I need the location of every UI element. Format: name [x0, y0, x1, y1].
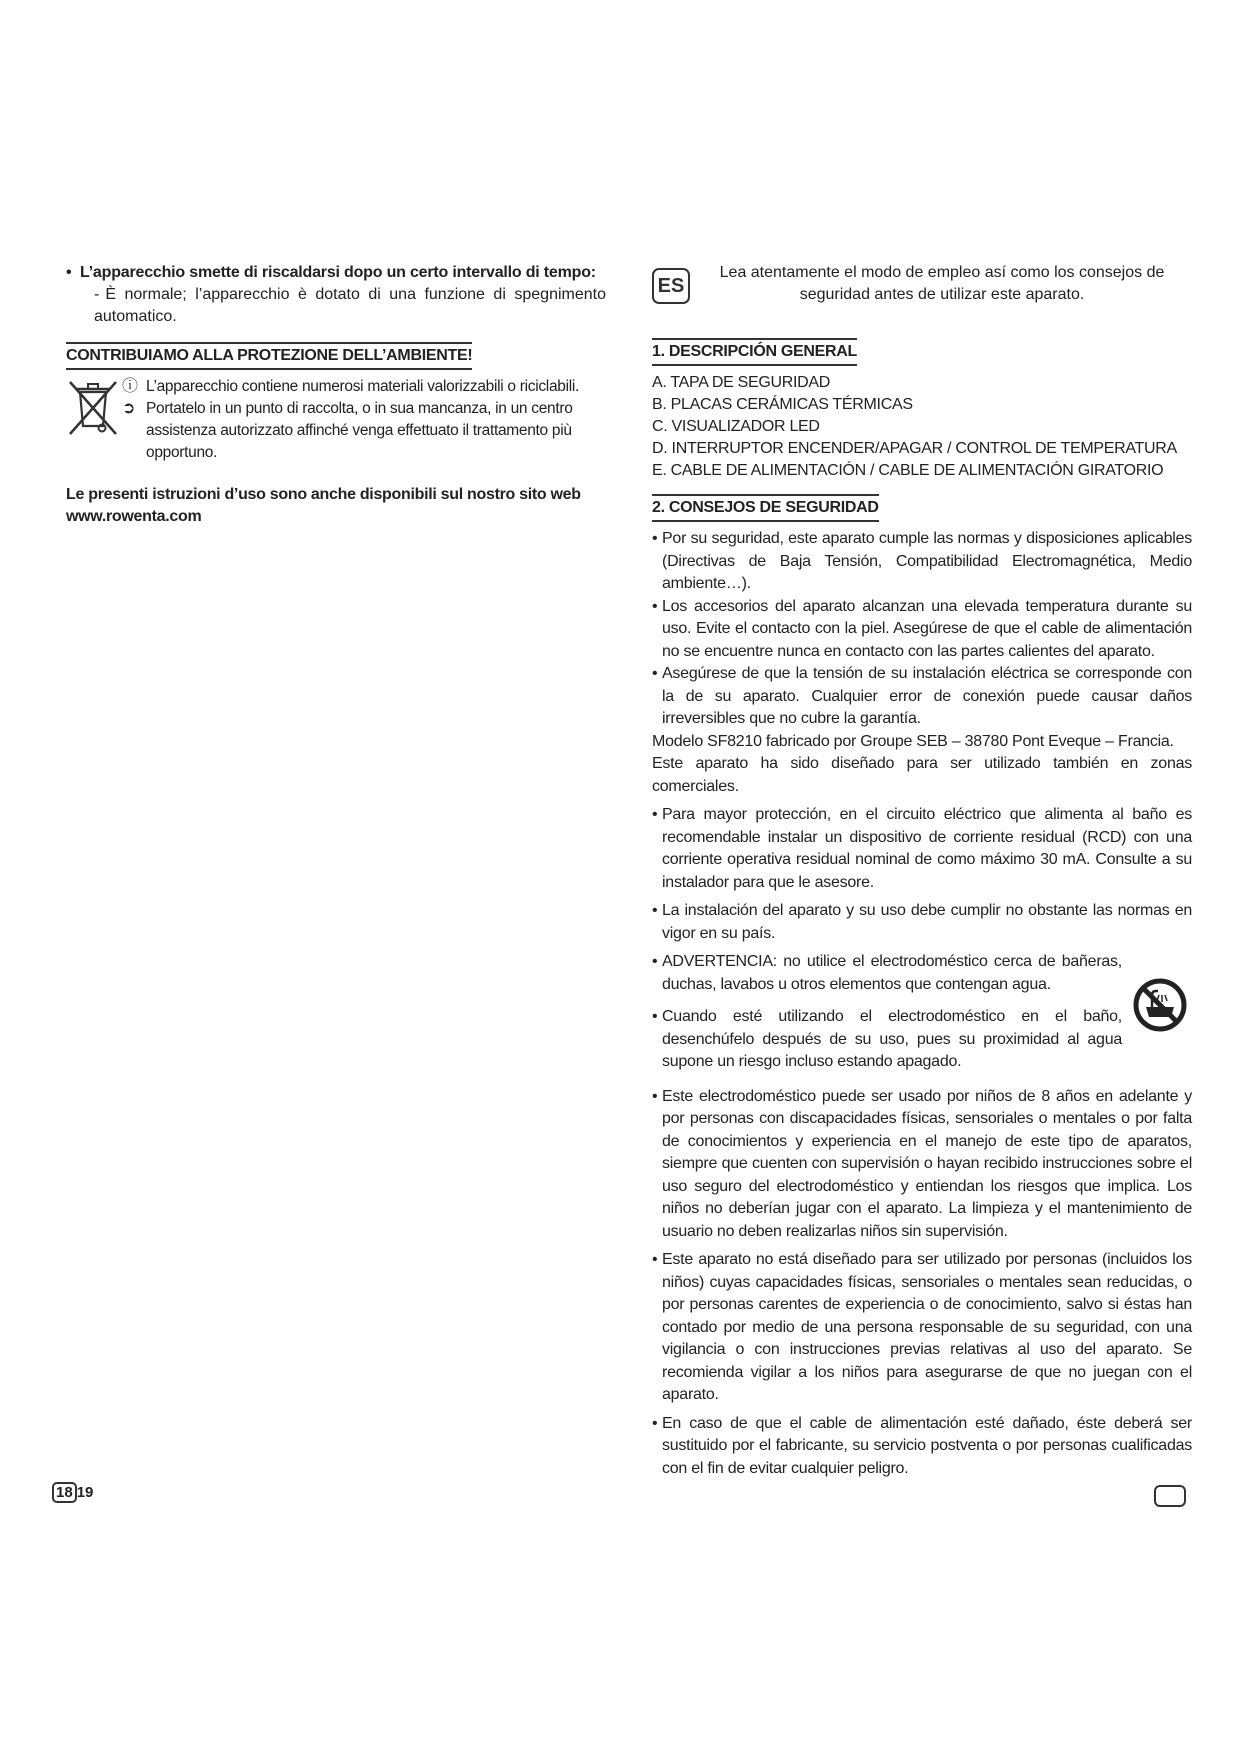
bathroom-warning: [652, 951, 1192, 1074]
safety-item: • Este aparato no está diseñado para ser utilizado por personas (incluidos los niños) cuyas capacidades físicas, sensoriales o mentales sean reducidas, o por personas carentes de experiencia o de conocimiento, salvo si éstas han contado por medio de una persona responsable de su seguridad, con una vigilancia o con instrucciones previas relativas al uso del aparato. Se recomienda vigilar a los niños para asegurarse de que no juegan con el aparato.: [652, 1249, 1192, 1407]
info-icon: ⓘ: [122, 378, 138, 395]
crossed-out-wheelie-bin-icon: [66, 378, 120, 438]
website-note: Le presenti istruzioni d’uso sono anche disponibili sul nostro sito web www.rowenta.com: [66, 486, 581, 525]
no-use-near-bathtub-icon: [1132, 977, 1188, 1033]
it-sub-text: È normale; l’apparecchio è dotato di una funzione di spegnimento automatico.: [94, 286, 606, 325]
env-text-2: Portatelo in un punto di raccolta, o in sua mancanza, in un centro assistenza autorizzato affinché venga effettuato il trattamento più opportuno.: [146, 400, 573, 461]
safety-item: • Por su seguridad, este aparato cumple las normas y disposiciones aplicables (Directivas de Baja Tensión, Compatibilidad Electromagnética, Medio ambiente…).: [652, 528, 1192, 596]
section-title-description: 1. DESCRIPCIÓN GENERAL: [652, 338, 857, 366]
page-corner-box: [1154, 1485, 1186, 1507]
list-item: E. CABLE DE ALIMENTACIÓN / CABLE DE ALIMENTACIÓN GIRATORIO: [652, 462, 1164, 479]
safety-item: • ADVERTENCIA: no utilice el electrodoméstico cerca de bañeras, duchas, lavabos u otros elementos que contengan agua.: [652, 951, 1192, 996]
safety-item: • La instalación del aparato y su uso debe cumplir no obstante las normas en vigor en su país.: [652, 900, 1192, 945]
env-line-recycle: [120, 398, 606, 464]
parts-list: [652, 372, 1192, 482]
spanish-column: [652, 262, 1192, 1480]
it-bullet-heading: • L’apparecchio smette di riscaldarsi dopo un certo intervallo di tempo:: [66, 262, 606, 284]
it-sub-item: [94, 284, 606, 328]
language-badge: ES: [652, 268, 690, 304]
list-item: C. VISUALIZADOR LED: [652, 418, 820, 435]
italian-column: [66, 262, 606, 528]
safety-item: • Para mayor protección, en el circuito eléctrico que alimenta al baño es recomendable instalar un dispositivo de corriente residual (RCD) con una corriente operativa residual nominal de como máximo 30 mA. Consulte a su instalador para que le asesore.: [652, 804, 1192, 894]
commercial-note: Este aparato ha sido diseñado para ser utilizado también en zonas comerciales.: [652, 755, 1192, 795]
list-item: A. TAPA DE SEGURIDAD: [652, 374, 831, 391]
safety-item: • Este electrodoméstico puede ser usado por niños de 8 años en adelante y por personas con discapacidades físicas, sensoriales o mentales o por falta de conocimientos y experiencia en el manejo de este tipo de aparatos, siempre que cuenten con supervisión o hayan recibido instrucciones sobre el uso seguro del electrodoméstico y entiendan los riesgos que implica. Los niños no deberían jugar con el aparato. La limpieza y el mantenimiento de usuario no deben realizarlas niños sin supervisión.: [652, 1086, 1192, 1244]
safety-item: • Los accesorios del aparato alcanzan una elevada temperatura durante su uso. Evite el contacto con la piel. Asegúrese de que el cable de alimentación no se encuentre nunca en contacto con las partes calientes del aparato.: [652, 596, 1192, 664]
list-item: D. INTERRUPTOR ENCENDER/APAGAR / CONTROL DE TEMPERATURA: [652, 440, 1177, 457]
env-block: [66, 376, 606, 466]
list-item: B. PLACAS CERÁMICAS TÉRMICAS: [652, 396, 913, 413]
model-info: Modelo SF8210 fabricado por Groupe SEB – 38780 Pont Eveque – Francia.: [652, 732, 1174, 750]
section-title-safety: 2. CONSEJOS DE SEGURIDAD: [652, 494, 879, 522]
safety-item: • Cuando esté utilizando el electrodoméstico en el baño, desenchúfelo después de su uso, pues su proximidad al agua supone un riesgo incluso estando apagado.: [652, 1006, 1192, 1074]
arrow-icon: ➲: [122, 400, 136, 417]
page-number: [52, 1483, 93, 1503]
it-sub-dash: -: [94, 286, 100, 303]
env-text-1: L’apparecchio contiene numerosi materiali valorizzabili o riciclabili.: [146, 378, 580, 395]
safety-list: [652, 528, 1192, 1480]
safety-item: • En caso de que el cable de alimentación esté dañado, éste deberá ser sustituido por el fabricante, su servicio postventa o por personas cualificadas con el fin de evitar cualquier peligro.: [652, 1413, 1192, 1481]
page-number-right: 19: [76, 1484, 94, 1501]
env-section-title: CONTRIBUIAMO ALLA PROTEZIONE DELL’AMBIENTE!: [66, 342, 472, 370]
env-line-info: [120, 376, 606, 398]
intro-text: Lea atentamente el modo de empleo así como los consejos de seguridad antes de utilizar este aparato.: [719, 264, 1165, 303]
intro-block: [652, 262, 1192, 326]
safety-item: • Asegúrese de que la tensión de su instalación eléctrica se corresponde con la de su aparato. Cualquier error de conexión puede causar daños irreversibles que no cubre la garantía.: [652, 663, 1192, 731]
page-number-left: 18: [52, 1482, 77, 1503]
